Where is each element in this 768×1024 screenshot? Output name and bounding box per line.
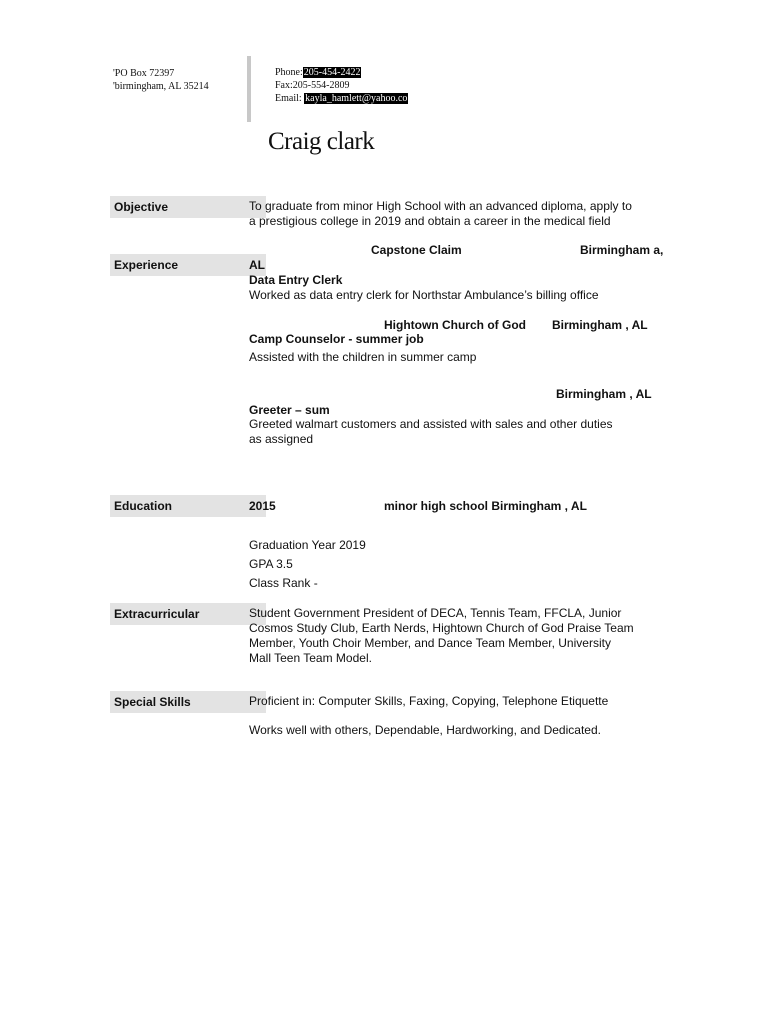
education-detail: GPA 3.5 — [249, 557, 293, 571]
education-details — [249, 536, 366, 593]
email-label: Email: — [275, 93, 302, 104]
job-location: Birmingham a, — [580, 243, 664, 257]
section-label-special-skills: Special Skills — [110, 691, 266, 713]
job-description-line: as assigned — [249, 432, 314, 446]
extracurricular-line: Mall Teen Team Model. — [249, 651, 372, 665]
section-label-education: Education — [110, 495, 266, 517]
job-title: Camp Counselor - summer job — [249, 332, 424, 346]
education-school: minor high school Birmingham , AL — [384, 499, 587, 513]
special-skills-line: Works well with others, Dependable, Hardworking, and Dedicated. — [249, 723, 601, 737]
education-detail: Graduation Year 2019 — [249, 538, 366, 552]
job-location: Birmingham , AL — [552, 318, 648, 332]
fax-line: Fax:205-554-2809 — [275, 80, 350, 91]
job-description-line: Greeted walmart customers and assisted with sales and other duties — [249, 417, 613, 431]
candidate-name: Craig clark — [268, 128, 375, 155]
job-description: Assisted with the children in summer camp — [249, 350, 477, 364]
job-employer: Hightown Church of God — [384, 318, 526, 332]
email-address: kayla_hamlett@yahoo.co — [305, 93, 408, 104]
job-location: Birmingham , AL — [556, 387, 652, 401]
job-title: Greeter – sum — [249, 403, 330, 417]
objective-line: To graduate from minor High School with an advanced diploma, apply to — [249, 199, 632, 213]
job-employer: Capstone Claim — [371, 243, 462, 257]
header-divider — [247, 56, 251, 122]
section-label-objective: Objective — [110, 196, 266, 218]
job-description: Worked as data entry clerk for Northstar Ambulance’s billing office — [249, 288, 599, 302]
extracurricular-text — [249, 606, 634, 666]
address-line-1: 'PO Box 72397 — [113, 68, 175, 79]
extracurricular-line: Cosmos Study Club, Earth Nerds, Hightown Church of God Praise Team — [249, 621, 634, 635]
phone-line — [275, 66, 408, 79]
address-block — [113, 67, 209, 93]
objective-line: a prestigious college in 2019 and obtain a career in the medical field — [249, 214, 611, 228]
section-label-extracurricular: Extracurricular — [110, 603, 266, 625]
phone-label: Phone: — [275, 67, 303, 78]
job-description — [249, 417, 613, 447]
phone-number: 205-454-2422 — [303, 67, 361, 78]
education-year: 2015 — [249, 499, 276, 513]
job-title: Data Entry Clerk — [249, 273, 343, 287]
job-location-wrap: AL — [249, 258, 265, 272]
email-line — [275, 92, 408, 105]
objective-text — [249, 199, 632, 229]
special-skills-line: Proficient in: Computer Skills, Faxing, Copying, Telephone Etiquette — [249, 694, 609, 708]
extracurricular-line: Student Government President of DECA, Tennis Team, FFCLA, Junior — [249, 606, 622, 620]
contact-block — [275, 66, 408, 105]
education-detail: Class Rank - — [249, 576, 318, 590]
extracurricular-line: Member, Youth Choir Member, and Dance Team Member, University — [249, 636, 611, 650]
section-label-experience: Experience — [110, 254, 266, 276]
address-line-2: 'birmingham, AL 35214 — [113, 81, 209, 92]
